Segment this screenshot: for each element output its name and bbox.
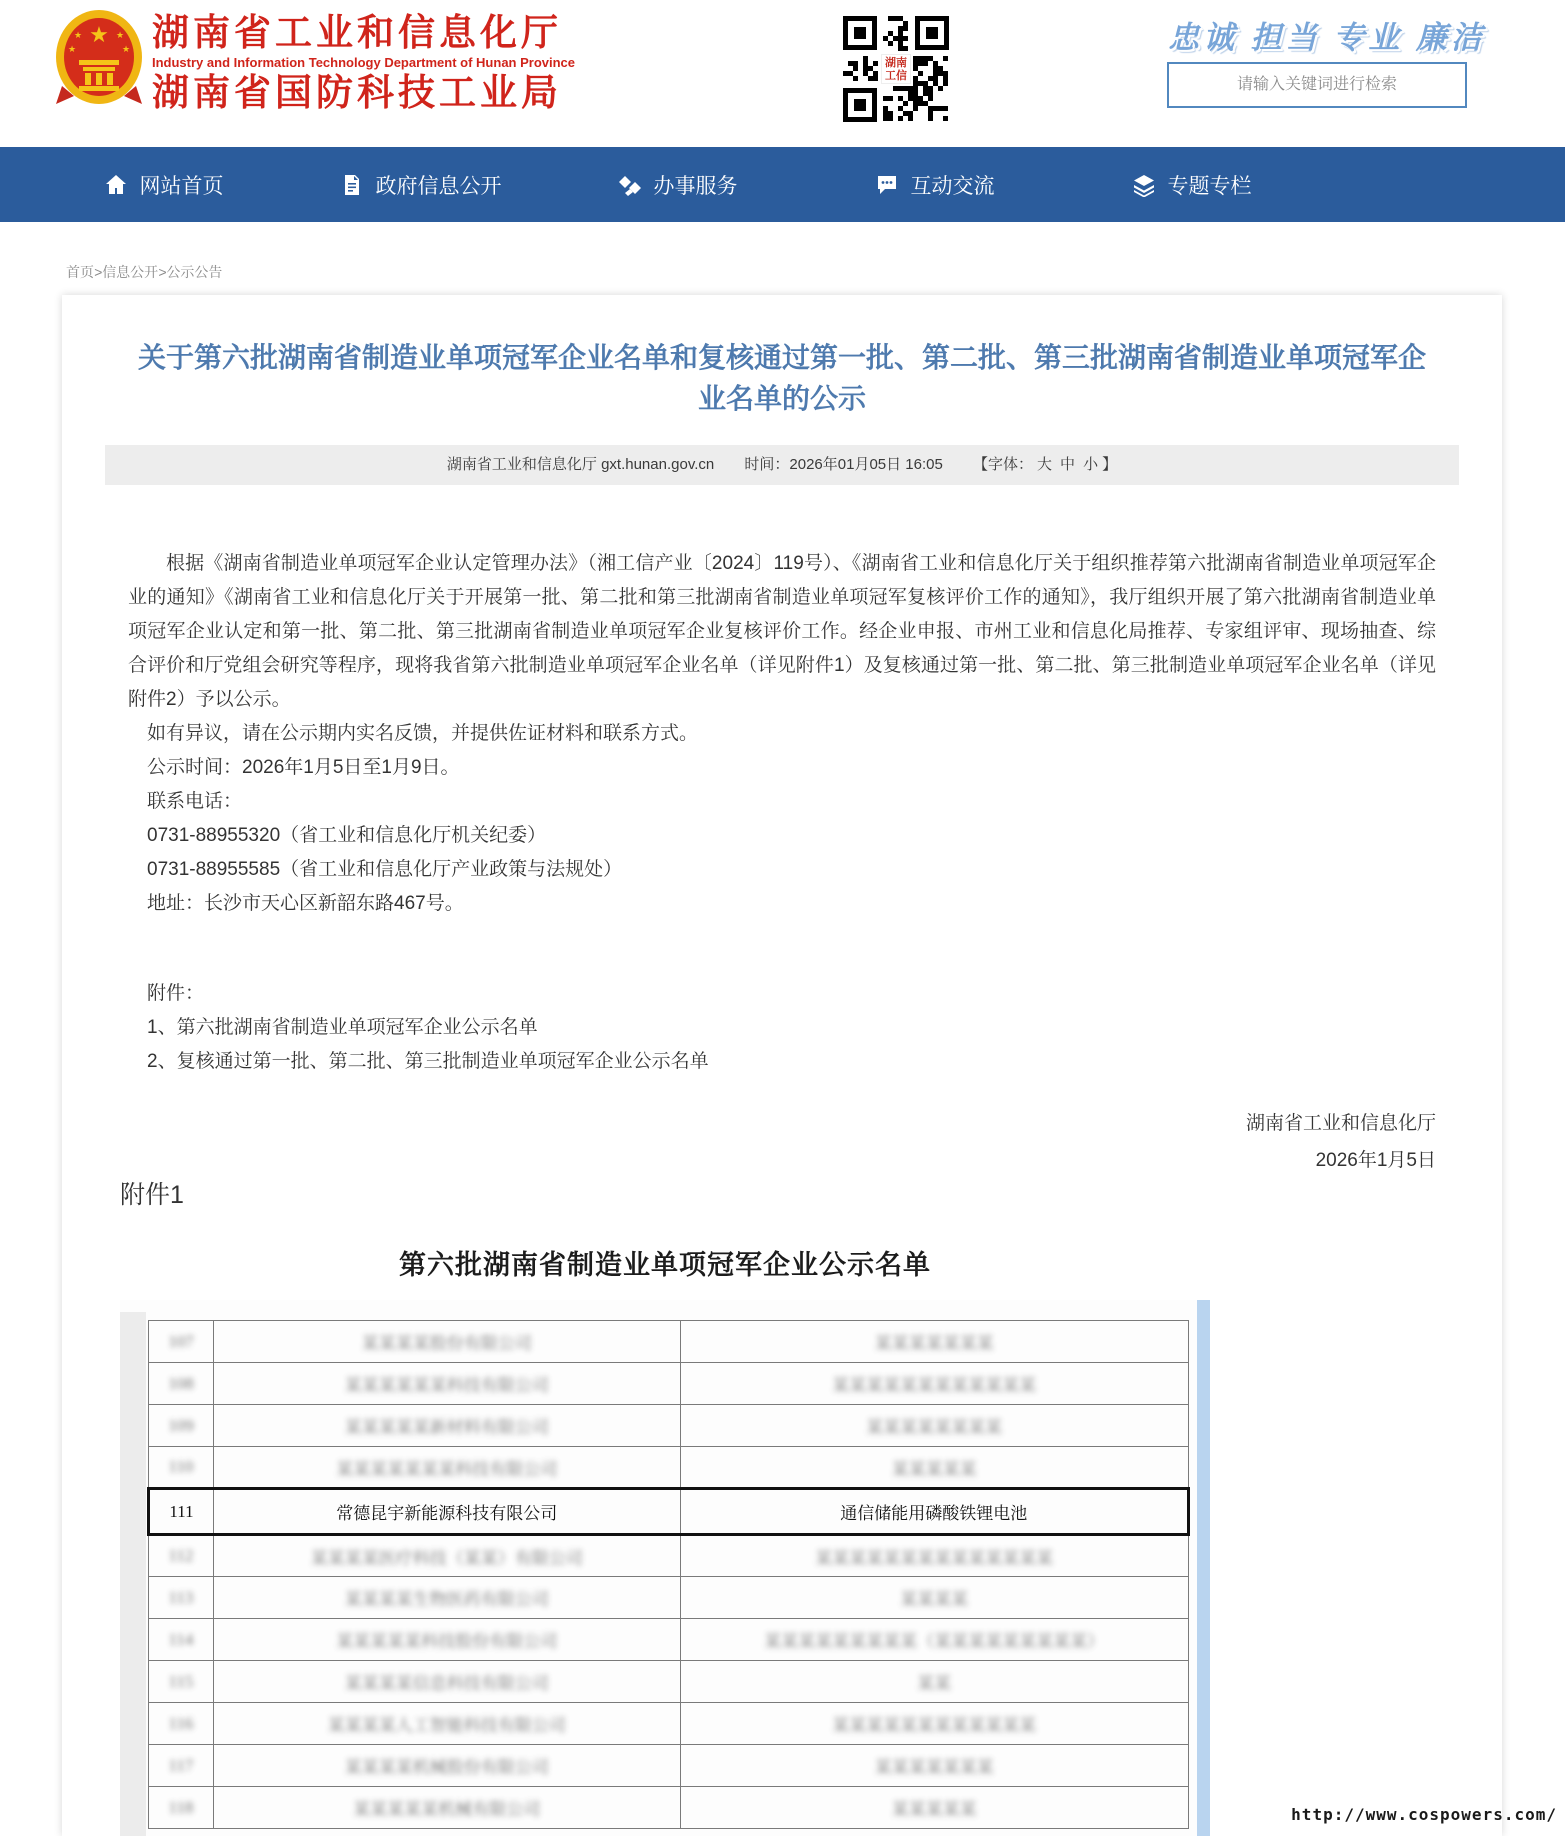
attachment-table-title: 第六批湖南省制造业单项冠军企业公示名单 bbox=[399, 1250, 931, 1280]
breadcrumb-info[interactable]: 信息公开 bbox=[102, 264, 159, 280]
breadcrumb-notice[interactable]: 公示公告 bbox=[166, 264, 223, 280]
article-title: 关于第六批湖南省制造业单项冠军企业名单和复核通过第一批、第二批、第三批湖南省制造业单项冠军企业名单的公示 bbox=[137, 342, 1426, 414]
site-title-block bbox=[152, 12, 575, 115]
breadcrumb bbox=[66, 262, 222, 282]
qr-code bbox=[843, 16, 949, 122]
site-header bbox=[0, 0, 1565, 147]
slogan-banner: 忠诚 担当 专业 廉洁 bbox=[1168, 20, 1486, 55]
nav-item-info-disclosure[interactable] bbox=[292, 147, 549, 222]
attachments-label: 附件： bbox=[147, 983, 205, 1004]
table-row: 108 某某某某某某科技有限公司 某某某某某某某某某某某某 bbox=[149, 1363, 1189, 1405]
svg-text:★: ★ bbox=[67, 44, 77, 54]
nav-item-home[interactable] bbox=[35, 147, 292, 222]
search-input[interactable] bbox=[1167, 62, 1467, 108]
document-icon bbox=[340, 173, 364, 197]
breadcrumb-separator: > bbox=[94, 264, 103, 280]
font-size-medium-button[interactable]: 中 bbox=[1060, 456, 1076, 473]
signature-org: 湖南省工业和信息化厅 bbox=[1245, 1113, 1436, 1134]
font-size-label-close: 】 bbox=[1102, 456, 1118, 473]
svg-text:★: ★ bbox=[121, 44, 131, 54]
article-time: 时间：2026年01月05日 16:05 bbox=[744, 456, 943, 473]
paragraph: 0731-88955585（省工业和信息化厅产业政策与法规处） bbox=[147, 859, 623, 880]
national-emblem-logo bbox=[54, 8, 144, 110]
table-row: 114 某某某某某科技股份有限公司 某某某某某某某某某（某某某某某某某某某） bbox=[149, 1619, 1189, 1661]
nav-label: 办事服务 bbox=[653, 174, 738, 198]
svg-text:★: ★ bbox=[73, 30, 83, 40]
signature-block bbox=[128, 1105, 1436, 1179]
nav-label: 互动交流 bbox=[910, 174, 995, 198]
layers-icon bbox=[1132, 173, 1156, 197]
attachment-link-2[interactable]: 2、复核通过第一批、第二批、第三批制造业单项冠军企业公示名单 bbox=[147, 1051, 709, 1072]
qr-center-logo: 湖南 工信 bbox=[881, 54, 911, 84]
qr-finder-icon bbox=[843, 16, 877, 50]
article-meta-bar bbox=[105, 445, 1459, 485]
article-body bbox=[128, 547, 1436, 1079]
main-nav bbox=[0, 147, 1565, 222]
dept-name-cn: 湖南省工业和信息化厅 bbox=[152, 12, 562, 53]
nav-item-services[interactable] bbox=[549, 147, 806, 222]
nav-item-special-columns[interactable] bbox=[1063, 147, 1320, 222]
scanned-table-image bbox=[120, 1300, 1210, 1836]
paragraph: 根据《湖南省制造业单项冠军企业认定管理办法》（湘工信产业〔2024〕119号）、《湖南省工业和信息化厅关于组织推荐第六批湖南省制造业单项冠军企业的通知》《湖南省工业和信息化厅关于开展第一批、第二批和第三批湖南省制造业单项冠军复核评价工作的通知》，我厅组织开展了第六批湖南省制造业单项冠军企业认定和第一批、第二批、第三批湖南省制造业单项冠军企业复核评价工作。经企业申报、市州工业和信息化局推荐、专家组评审、现场抽查、综合评价和厅党组会研究等程序，现将我省第六批制造业单项冠军企业名单（详见附件1）及复核通过第一批、第二批、第三批制造业单项冠军企业名单（详见附件2）予以公示。 bbox=[128, 553, 1436, 710]
dept-name-cn2: 湖南省国防科技工业局 bbox=[152, 72, 562, 113]
table-row: 118 某某某某某机械有限公司 某某某某某 bbox=[149, 1787, 1189, 1829]
table-row: 107 某某某某股份有限公司 某某某某某某某 bbox=[149, 1321, 1189, 1363]
font-size-label: 【字体： bbox=[973, 456, 1034, 473]
watermark-url: http://www.cospowers.com/ bbox=[1291, 1805, 1557, 1824]
attachment-1-heading: 附件1 bbox=[120, 1181, 184, 1209]
table-row: 117 某某某某机械股份有限公司 某某某某某某某 bbox=[149, 1745, 1189, 1787]
font-size-small-button[interactable]: 小 bbox=[1083, 456, 1099, 473]
signature-date: 2026年1月5日 bbox=[1315, 1150, 1436, 1171]
table-row: 110 某某某某某某某科技有限公司 某某某某某 bbox=[149, 1447, 1189, 1489]
home-icon bbox=[104, 173, 128, 197]
chat-icon bbox=[875, 173, 899, 197]
paragraph: 公示时间：2026年1月5日至1月9日。 bbox=[147, 757, 460, 778]
svg-text:★: ★ bbox=[115, 30, 125, 40]
svg-text:★: ★ bbox=[89, 22, 109, 47]
qr-finder-icon bbox=[843, 88, 877, 122]
article-source: 湖南省工业和信息化厅 gxt.hunan.gov.cn bbox=[446, 456, 715, 473]
nav-label: 专题专栏 bbox=[1167, 174, 1252, 198]
table-row: 116 某某某某人工智能科技有限公司 某某某某某某某某某某某某 bbox=[149, 1703, 1189, 1745]
paragraph: 如有异议，请在公示期内实名反馈，并提供佐证材料和联系方式。 bbox=[147, 723, 699, 744]
service-icon bbox=[618, 173, 642, 197]
nav-item-interaction[interactable] bbox=[806, 147, 1063, 222]
font-size-large-button[interactable]: 大 bbox=[1037, 456, 1053, 473]
table-row-highlighted: 111 常德昆宇新能源科技有限公司 通信储能用磷酸铁锂电池 bbox=[149, 1489, 1189, 1535]
paragraph: 地址：长沙市天心区新韶东路467号。 bbox=[147, 893, 464, 914]
table-row: 112 某某某某医疗科技（某某）有限公司 某某某某某某某某某某某某某某 bbox=[149, 1535, 1189, 1577]
scan-left-margin bbox=[120, 1312, 146, 1836]
qr-finder-icon bbox=[915, 16, 949, 50]
breadcrumb-home[interactable]: 首页 bbox=[66, 264, 94, 280]
scan-blue-strip bbox=[1197, 1300, 1210, 1836]
nav-label: 网站首页 bbox=[139, 174, 224, 198]
nav-label: 政府信息公开 bbox=[375, 174, 502, 198]
breadcrumb-separator: > bbox=[158, 264, 167, 280]
content-panel bbox=[62, 295, 1502, 1836]
champion-enterprise-table bbox=[147, 1320, 1190, 1829]
table-row: 115 某某某某信息科技有限公司 某某 bbox=[149, 1661, 1189, 1703]
paragraph: 0731-88955320（省工业和信息化厅机关纪委） bbox=[147, 825, 547, 846]
table-row: 109 某某某某某新材料有限公司 某某某某某某某某 bbox=[149, 1405, 1189, 1447]
paragraph: 联系电话： bbox=[147, 791, 243, 812]
attachment-link-1[interactable]: 1、第六批湖南省制造业单项冠军企业公示名单 bbox=[147, 1017, 538, 1038]
dept-name-en: Industry and Information Technology Department of Hunan Province bbox=[152, 55, 576, 70]
table-row: 113 某某某某生物医药有限公司 某某某某 bbox=[149, 1577, 1189, 1619]
